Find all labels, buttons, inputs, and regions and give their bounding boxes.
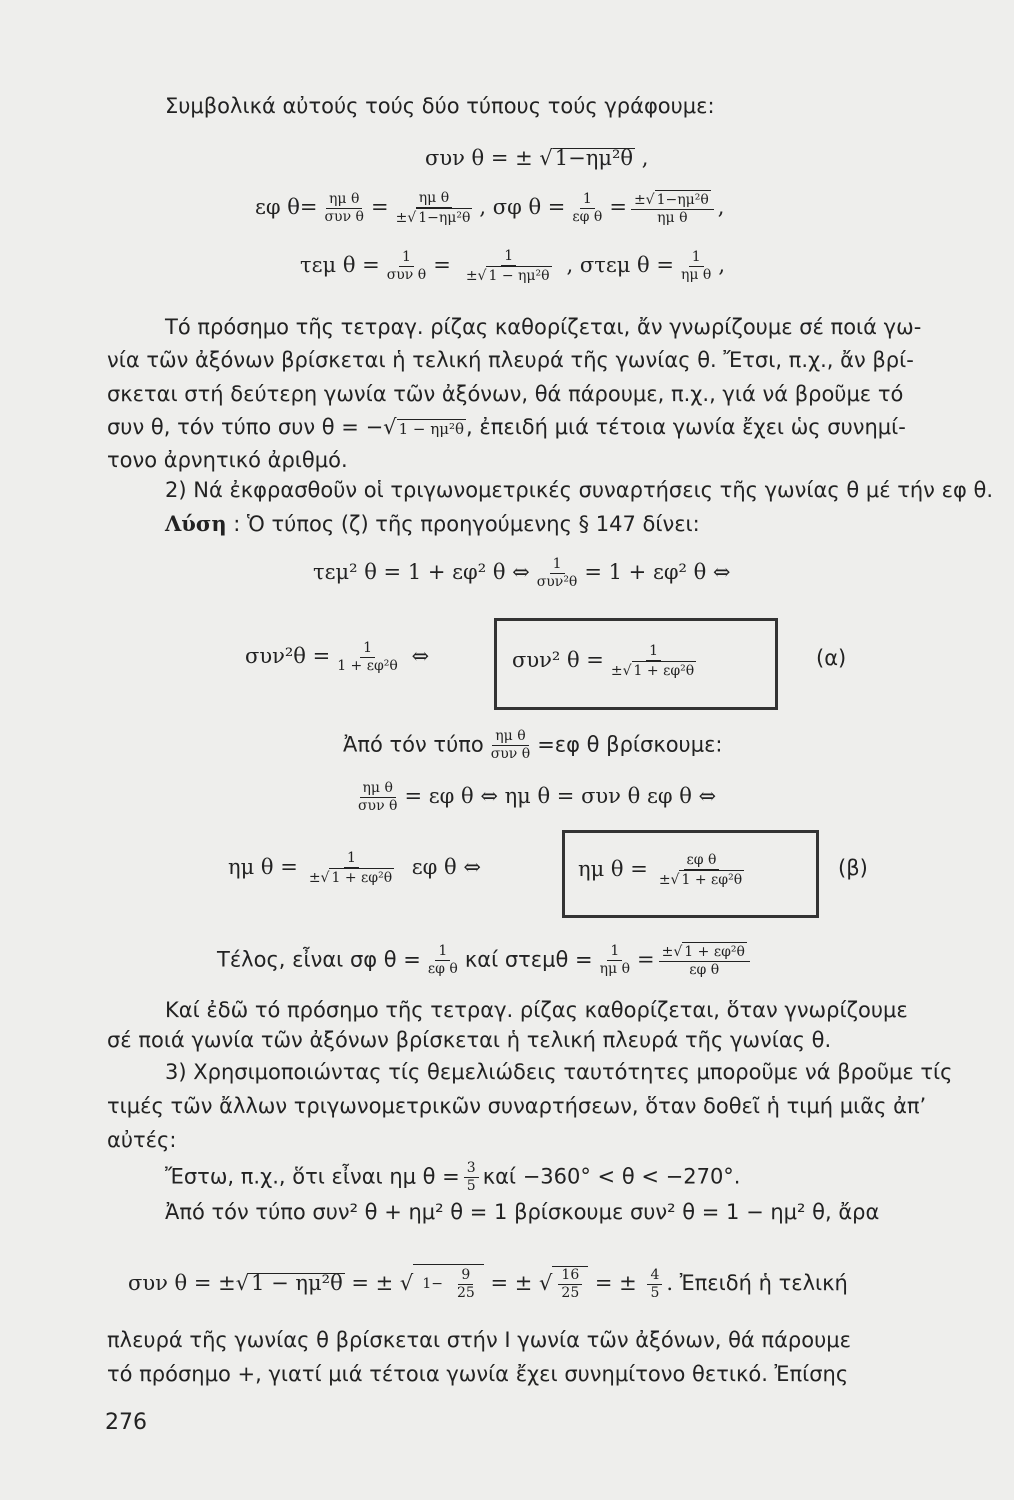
text-fragment: συν θ, τόν τύπο συν θ = −√ xyxy=(107,415,397,439)
text-line: Ἀπό τόν τύπο ημ θ συν θ =εφ θ βρίσκουμε: xyxy=(343,728,723,762)
text-fragment: καί −360° < θ < −270°. xyxy=(482,1164,741,1189)
text-line: Συμβολικά αὐτούς τούς δύο τύπους τούς γράφουμε: xyxy=(165,94,715,118)
text-fragment: : Ὁ τύπος (ζ) τῆς προηγούμενης § 147 δίνει: xyxy=(226,512,700,536)
formula-sine-result: ημ θ = $\frac{\text{εφ θ}}{\text{±√ 1 + εφ²θ}}$ xyxy=(578,852,743,888)
text-fragment: Ἀπό τόν τύπο xyxy=(343,732,484,757)
text-line: τιμές τῶν ἄλλων τριγωνομετρικῶν συναρτήσεων, ὅταν δοθεῖ ἡ τιμή μιᾶς ἀπ’ xyxy=(107,1094,927,1118)
formula-tan-cot: εφ θ= ημ θ συν θ = $\frac{\text{ημ θ}}{\text{±√ 1−ημ²θ}}$ , σφ θ = $\frac{1}{\text{εφ θ}}$ = $\frac{\text{±√ 1−ημ²θ}}{\text{ημ θ}}$ , xyxy=(255,190,725,226)
page-number: 276 xyxy=(105,1410,147,1435)
text-line: πλευρά τῆς γωνίας θ βρίσκεται στήν I γωνία τῶν ἀξόνων, θά πάρουμε xyxy=(107,1328,851,1352)
text-fragment: Ἐπειδή ἡ τελική xyxy=(679,1271,848,1295)
formula-sine-derivation: ημ θ συν θ = εφ θ ⇔ ημ θ = συν θ εφ θ ⇔ xyxy=(358,780,717,814)
text-line: 2) Νά ἐκφρασθοῦν οἱ τριγωνομετρικές συναρτήσεις τῆς γωνίας θ μέ τήν εφ θ. xyxy=(165,478,993,502)
text-line: 3) Χρησιμοποιώντας τίς θεμελιώδεις ταυτότητες μποροῦμε νά βροῦμε τίς xyxy=(165,1060,953,1084)
text-line: Ἔστω, π.χ., ὅτι εἶναι ημ θ = $\frac{3}{5}$ καί −360° < θ < −270°. xyxy=(165,1160,741,1194)
text-line: Ἀπό τόν τύπο συν² θ + ημ² θ = 1 βρίσκουμε συν² θ = 1 − ημ² θ, ἄρα xyxy=(165,1200,880,1224)
text-fragment: καί στεμθ = xyxy=(464,947,593,972)
text-line: τό πρόσημο +, γιατί μιά τέτοια γωνία ἔχει συνημίτονο θετικό. Ἐπίσης xyxy=(107,1362,849,1386)
text-fragment: Τέλος, εἶναι σφ θ = xyxy=(217,947,421,972)
text-line: αὐτές: xyxy=(107,1128,177,1152)
text-line: σκεται στή δεύτερη γωνία τῶν ἀξόνων, θά πάρουμε, π.χ., γιά νά βροῦμε τό xyxy=(107,382,904,406)
text-line: Τό πρόσημο τῆς τετραγ. ρίζας καθορίζεται, ἄν γνωρίζουμε σέ ποιά γω- xyxy=(165,315,922,339)
text-fragment: , ἐπειδή μιά τέτοια γωνία ἔχει ὡς συνημί- xyxy=(466,415,906,439)
formula-sec-squared: τεμ² θ = 1 + εφ² θ ⇔ 1 συν²θ = 1 + εφ² θ ⇔ xyxy=(313,556,731,590)
text-fragment: =εφ θ βρίσκουμε: xyxy=(537,732,723,757)
equation-label-alpha: (α) xyxy=(816,646,847,670)
text-line: συν θ, τόν τύπο συν θ = −√ 1 − ημ²θ, ἐπειδή μιά τέτοια γωνία ἔχει ὡς συνημί- xyxy=(107,415,906,439)
text-line: Καί ἐδῶ τό πρόσημο τῆς τετραγ. ρίζας καθορίζεται, ὅταν γνωρίζουμε xyxy=(165,998,908,1022)
formula-sec-csc: τεμ θ = 1 συν θ = $\frac{1}{\text{±√ 1 − ημ²θ}}$ , στεμ θ = $\frac{1}{\text{ημ θ}}$ , xyxy=(300,248,726,284)
formula-cos-result: συν² θ = $\frac{1}{\text{±√ 1 + εφ²θ}}$ xyxy=(512,643,695,679)
text-line: Τέλος, εἶναι σφ θ = $\frac{1}{\text{εφ θ}}$ καί στεμθ = $\frac{1}{\text{ημ θ}}$ = $\frac{\text{±√ 1 + εφ²θ}}{\text{εφ θ}}$ xyxy=(217,942,754,979)
text-line: τονο ἀρνητικό ἀριθμό. xyxy=(107,448,348,472)
text-line xyxy=(128,1264,848,1302)
text-line: σέ ποιά γωνία τῶν ἀξόνων βρίσκεται ἡ τελική πλευρά τῆς γωνίας θ. xyxy=(107,1028,832,1052)
text-fragment: Ἔστω, π.χ., ὅτι εἶναι ημ θ = xyxy=(165,1164,460,1189)
text-line: νία τῶν ἀξόνων βρίσκεται ἡ τελική πλευρά τῆς γωνίας θ. Ἔτσι, π.χ., ἄν βρί- xyxy=(107,348,914,372)
formula-cos: συν θ = ± √1−ημ²θ , xyxy=(425,146,649,170)
equation-label-beta: (β) xyxy=(838,856,868,880)
formula-sine: ημ θ = $\frac{1}{\text{±√ 1 + εφ²θ}}$ εφ θ ⇔ xyxy=(228,850,481,886)
formula-cos-example: συν θ = ±√1 − ημ²θ = ± √ 1− $\frac{9}{25}$ = ± √ $\frac{16}{25}$ = ± $\frac{4}{5}$ . xyxy=(128,1271,680,1295)
formula-cos-squared: συν²θ = $\frac{1}{\text{1 + εφ²θ}}$ ⇔ xyxy=(245,640,430,674)
text-line xyxy=(165,510,700,538)
solution-label: Λύση xyxy=(165,511,227,536)
